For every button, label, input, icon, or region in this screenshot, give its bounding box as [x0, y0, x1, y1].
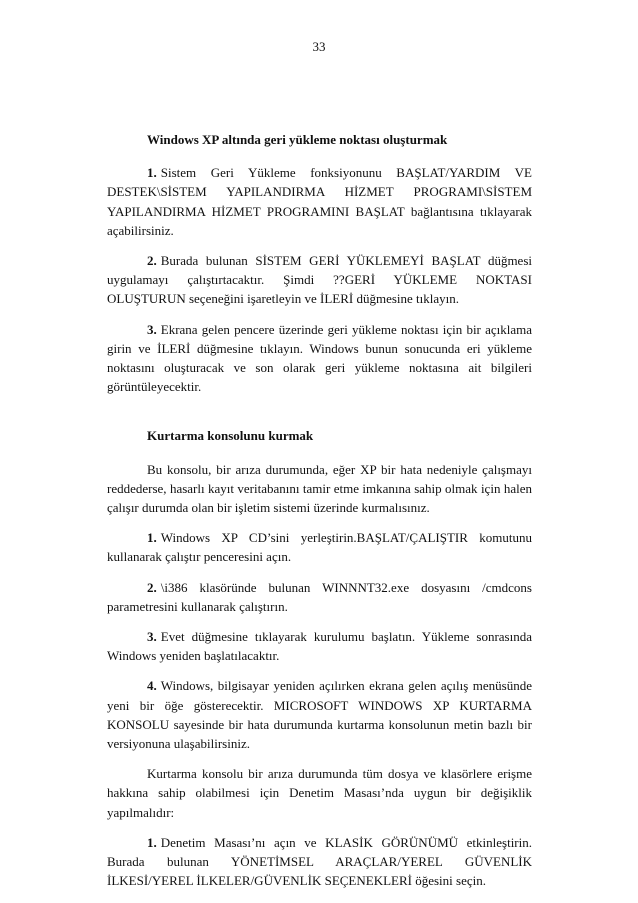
step-text: \i386 klasöründe bulunan WINNNT32.exe dosyasını /cmdcons parametresini kullanarak çalıştırın. [107, 579, 532, 614]
restore-step-2 [107, 251, 532, 309]
step-text: Windows, bilgisayar yeniden açılırken ekrana gelen açılış menüsünde yeni bir öğe gösterecektir. MICROSOFT WINDOWS XP KURTARMA KONSOLU sayesinde bir hata durumunda kurtarma konsolunun metin bazlı bir versiyonuna ulaşabilirsiniz. [107, 678, 532, 752]
step-text: Burada bulunan SİSTEM GERİ YÜKLEMEYİ BAŞLAT düğmesi uygulamayı çalıştırtacaktır. Şimdi ??GERİ YÜKLEME NOKTASI OLUŞTURUN seçeneğini işaretleyin ve İLERİ düğmesine tıklayın. [107, 253, 532, 307]
step-number: 2. [147, 253, 157, 269]
recovery-step-2 [107, 578, 532, 616]
section-heading-recovery-console: Kurtarma konsolunu kurmak [147, 428, 314, 444]
step-text: Ekrana gelen pencere üzerinde geri yükleme noktası için bir açıklama girin ve İLERİ düğmesine tıklayın. Windows bunun sonucunda eri yükleme noktasını oluşturacak ve son olarak geri yükleme noktasına ait bilgileri görüntüleyecektir. [107, 321, 532, 395]
step-number: 2. [147, 579, 157, 595]
step-text: Windows XP CD’sini yerleştirin.BAŞLAT/ÇALIŞTIR komutunu kullanarak çalıştır penceresini açın. [107, 530, 532, 565]
recovery-step-1 [107, 528, 532, 566]
step-number: 4. [147, 678, 157, 694]
page-number: 33 [312, 39, 326, 54]
recovery-note: Kurtarma konsolu bir arıza durumunda tüm dosya ve klasörlere erişme hakkına sahip olabilmesi için Denetim Masası’nda uygun bir değişiklik yapılmalıdır: [107, 766, 532, 820]
recovery-intro: Bu konsolu, bir arıza durumunda, eğer XP bir hata nedeniyle çalışmayı reddederse, hasarlı kayıt veritabanını tamir etme imkanına sahip olmak için halen çalışır durumda olan bir işletim sistemi üzerinde kurmalısınız. [107, 461, 532, 516]
page-content [107, 130, 532, 891]
step-text: Evet düğmesine tıklayarak kurulumu başlatın. Yükleme sonrasında Windows yeniden başlatılacaktır. [107, 629, 532, 664]
restore-step-1 [107, 163, 532, 240]
step-number: 3. [147, 629, 157, 645]
step-text: Sistem Geri Yükleme fonksiyonunu BAŞLAT/YARDIM VE DESTEK\SİSTEM YAPILANDIRMA HİZMET PROGRAMI\SİSTEM YAPILANDIRMA HİZMET PROGRAMINI BAŞLAT bağlantısına tıklayarak açabilirsiniz. [107, 165, 532, 238]
restore-step-3 [107, 320, 532, 397]
step-text: Denetim Masası’nı açın ve KLASİK GÖRÜNÜMÜ etkinleştirin. Burada bulunan YÖNETİMSEL ARAÇLAR/YEREL GÜVENLİK İLKESİ/YEREL İLKELER/GÜVENLİK SEÇENEKLERİ öğesini seçin. [107, 834, 532, 889]
recovery-step-4 [107, 676, 532, 753]
recovery-step-3 [107, 627, 532, 665]
step-number: 1. [147, 165, 157, 181]
section-heading-restore-point: Windows XP altında geri yükleme noktası oluşturmak [147, 132, 448, 147]
step-number: 3. [147, 321, 157, 337]
control-panel-step-1 [107, 833, 532, 891]
step-number: 1. [147, 530, 157, 546]
step-number: 1. [147, 834, 157, 850]
